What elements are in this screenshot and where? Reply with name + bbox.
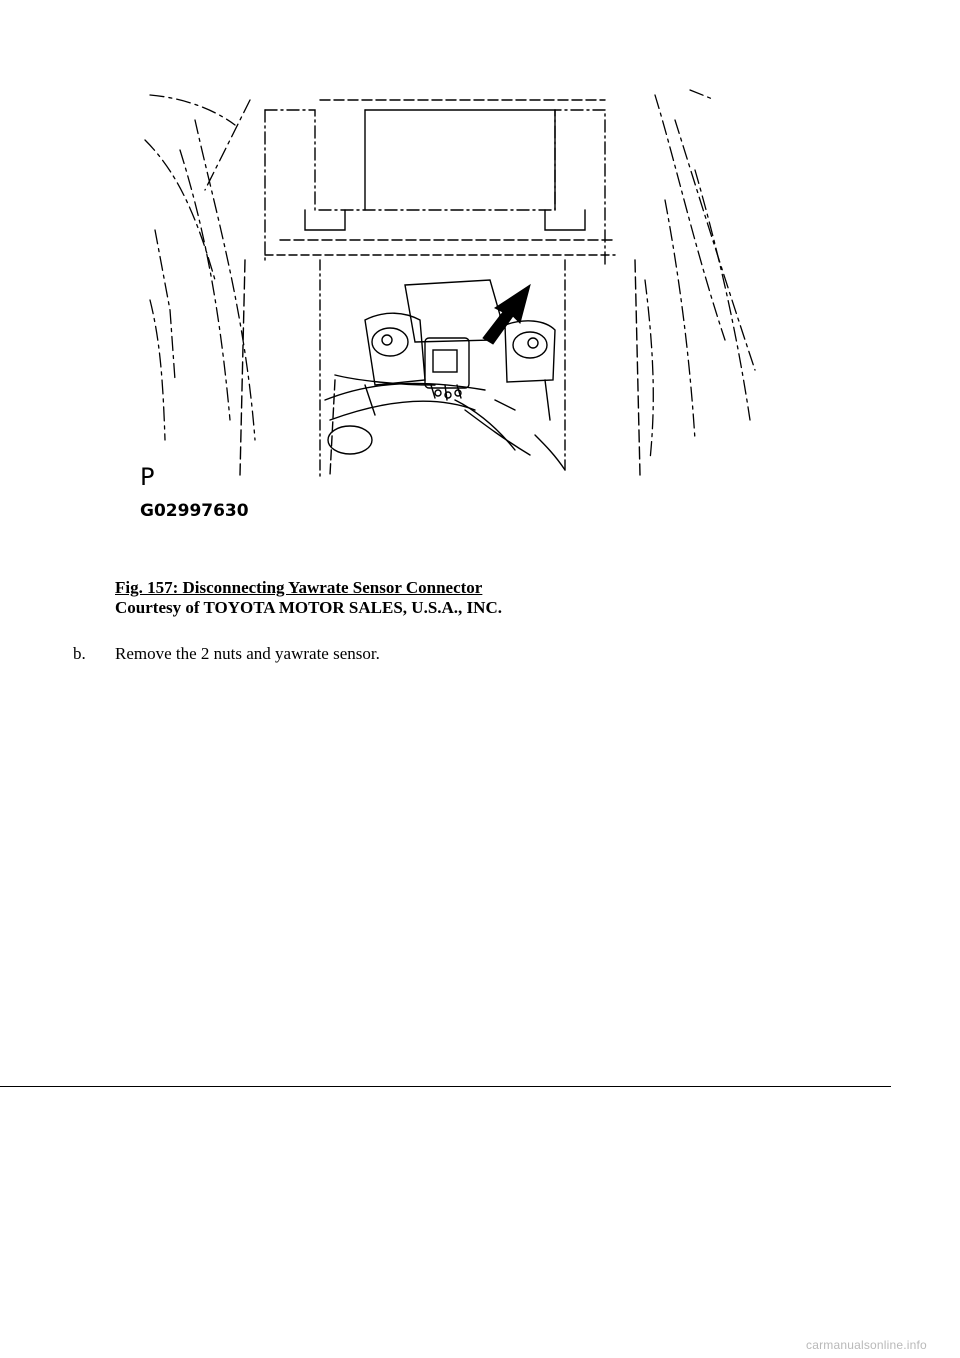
view-marker: P bbox=[140, 463, 155, 491]
page-divider bbox=[0, 1086, 891, 1087]
figure-title-link[interactable]: Fig. 157: Disconnecting Yawrate Sensor Connector bbox=[115, 578, 483, 597]
watermark: carmanualsonline.info bbox=[806, 1338, 927, 1352]
figure-code: G02997630 bbox=[140, 501, 249, 521]
procedure-step bbox=[73, 644, 380, 664]
yawrate-sensor-drawing bbox=[135, 80, 775, 525]
step-marker: b. bbox=[73, 644, 86, 663]
figure-caption bbox=[115, 578, 502, 618]
figure-illustration bbox=[135, 80, 775, 525]
step-text: Remove the 2 nuts and yawrate sensor. bbox=[115, 644, 380, 663]
pointer-arrow-icon bbox=[483, 285, 530, 344]
figure-credit: Courtesy of TOYOTA MOTOR SALES, U.S.A., INC. bbox=[115, 598, 502, 617]
